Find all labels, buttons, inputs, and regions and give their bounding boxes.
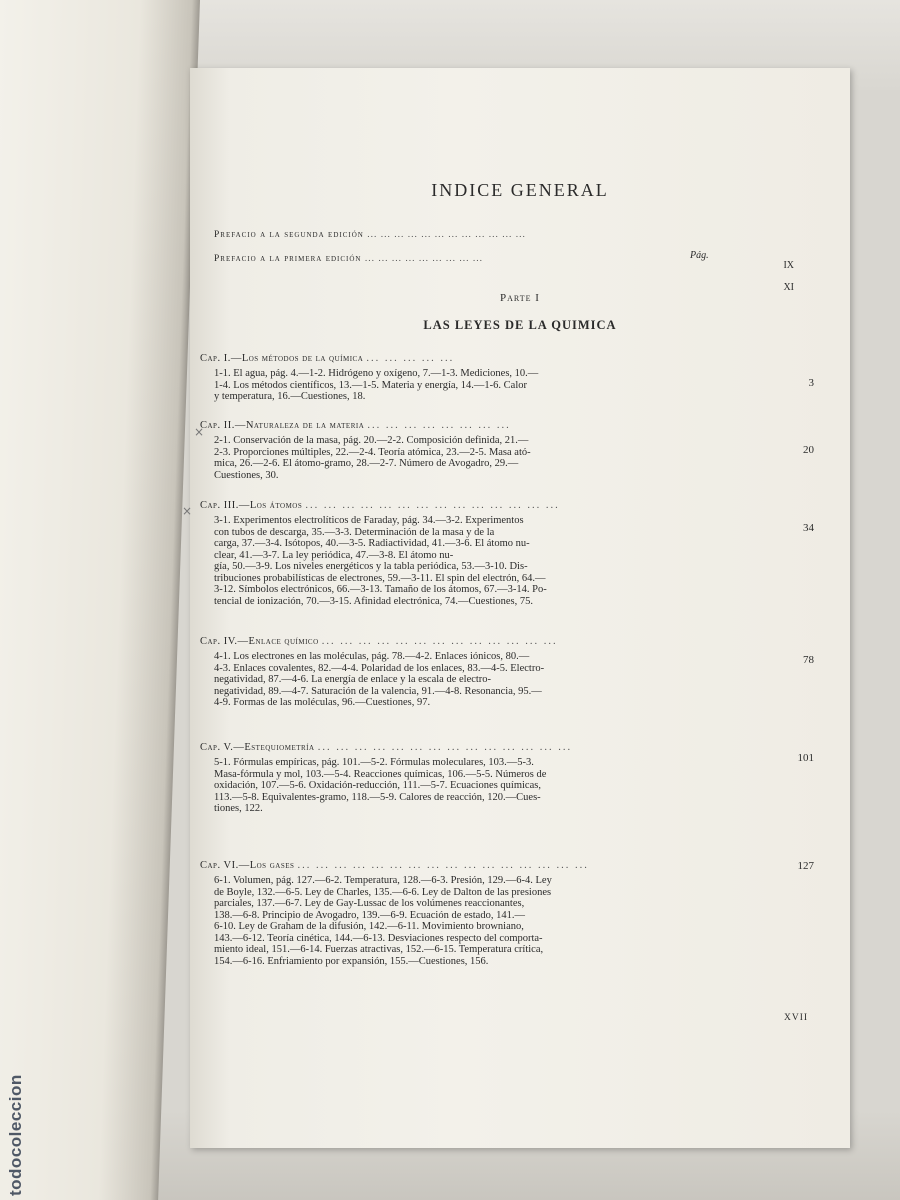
- chapter-heading: [200, 742, 800, 757]
- chapter-page-number: 34: [803, 522, 814, 534]
- chapter-contents: 3-1. Experimentos electrolíticos de Faraday, pág. 34.—3-2. Experimentos con tubos de descarga, 35.—3-3. Determinación de la masa y de la carga, 37.—3-4. Isótopos, 40.—3-5. Radiactividad, 41.—3-6. El átomo nu- clear, 41.—3-7. La ley periódica, 47.—3-8. El átomo nu- gía, 50.—3-9. Los niveles energéticos y la tabla periódica, 53.—3-10. Dis- tribuciones probabilísticas de electrones, 59.—3-11. El spin del electrón, 64.— 3-12. Símbolos electrónicos, 66.—3-13. Tamaño de los átomos, 67.—3-14. Po- tencial de ionización, 70.—3-15. Afinidad electrónica, 74.—Cuestiones, 75.: [214, 515, 547, 607]
- leader-dots: ... ... ... ... ... ... ... ... ... ... ... ...: [367, 230, 526, 240]
- chapter-contents: 4-1. Los electrones en las moléculas, pág. 78.—4-2. Enlaces iónicos, 80.— 4-3. Enlaces covalentes, 82.—4-4. Polaridad de los enlaces, 83.—4-5. Electro- negatividad, 87.—4-6. La energía de enlace y la escala de electro- negatividad, 89.—4-7. Saturación de la valencia, 91.—4-8. Resonancia, 95.— 4-9. Formas de las moléculas, 96.—Cuestiones, 97.: [214, 651, 545, 708]
- preface-label: Prefacio a la primera edición: [214, 254, 362, 264]
- leader-dots: ... ... ... ... ... ... ... ...: [367, 420, 511, 431]
- chapter-entry: [200, 742, 814, 815]
- chapter-page-number: 3: [808, 377, 814, 389]
- chapter-contents: 5-1. Fórmulas empíricas, pág. 101.—5-2. Fórmulas moleculares, 103.—5-3. Masa-fórmula y mol, 103.—5-4. Reacciones químicas, 106.—5-5. Números de oxidación, 107.—5-6. Oxidación-reducción, 111.—5-7. Ecuaciones químicas, 113.—5-8. Equivalentes-gramo, 118.—5-9. Calores de reacción, 120.—Cues- tiones, 122.: [214, 757, 547, 814]
- chapter-contents: 1-1. El agua, pág. 4.—1-2. Hidrógeno y oxígeno, 7.—1-3. Mediciones, 10.— 1-4. Los métodos científicos, 13.—1-5. Materia y energía, 14.—1-6. Calor y temperatura, 16.—Cuestiones, 18.: [214, 368, 539, 402]
- chapter-heading: [200, 860, 800, 875]
- chapter-page-number: 20: [803, 444, 814, 456]
- leader-dots: ... ... ... ... ... ... ... ... ... ... ... ... ... ...: [305, 500, 560, 511]
- leader-dots: ... ... ... ... ... ... ... ... ...: [364, 254, 483, 264]
- chapter-title: Cap. IV.—Enlace químico: [200, 636, 319, 647]
- chapter-entry: [200, 860, 814, 967]
- page-column-label: Pág.: [690, 250, 709, 261]
- leader-dots: ... ... ... ... ...: [366, 353, 455, 364]
- leader-dots: ... ... ... ... ... ... ... ... ... ... ... ... ... ... ... ...: [297, 860, 589, 871]
- chapter-contents: 2-1. Conservación de la masa, pág. 20.—2-2. Composición definida, 21.— 2-3. Proporciones múltiples, 22.—2-4. Teoría atómica, 23.—2-5. Masa ató- mica, 26.—2-6. El átomo-gramo, 28.—2-7. Número de Avogadro, 29.— Cuestiones, 30.: [214, 435, 531, 481]
- chapter-heading: [200, 420, 800, 435]
- preface-second-edition: [214, 230, 804, 246]
- leader-dots: ... ... ... ... ... ... ... ... ... ... ... ... ...: [321, 636, 558, 647]
- chapter-entry: [200, 636, 814, 709]
- leader-dots: ... ... ... ... ... ... ... ... ... ... ... ... ... ...: [317, 742, 573, 753]
- chapter-heading: [200, 353, 800, 368]
- part-title: LAS LEYES DE LA QUIMICA: [423, 318, 617, 332]
- chapter-entry: [200, 500, 814, 607]
- book-page: [182, 68, 850, 1148]
- page-title: INDICE GENERAL: [431, 180, 609, 200]
- chapter-heading: [200, 636, 800, 651]
- preface-page-number: IX: [783, 260, 794, 271]
- preface-label: Prefacio a la segunda edición: [214, 230, 364, 240]
- preface-first-edition: [214, 254, 804, 270]
- chapter-heading: [200, 500, 800, 515]
- chapter-page-number: 101: [797, 752, 814, 764]
- chapter-page-number: 78: [803, 654, 814, 666]
- chapter-title: Cap. I.—Los métodos de la química: [200, 353, 364, 364]
- chapter-contents: 6-1. Volumen, pág. 127.—6-2. Temperatura, 128.—6-3. Presión, 129.—6-4. Ley de Boyle, 132.—6-5. Ley de Charles, 135.—6-6. Ley de Dalton de las presiones parciales, 137.—6-7. Ley de Gay-Lussac de los volúmenes reaccionantes, 138.—6-8. Principio de Avogadro, 139.—6-9. Ecuación de estado, 141.— 6-10. Ley de Graham de la difusión, 142.—6-11. Movimiento browniano, 143.—6-12. Teoría cinética, 144.—6-13. Desviaciones respecto del comporta- miento ideal, 151.—6-14. Fuerzas atractivas, 152.—6-15. Temperatura crítica, 154.—6-16. Enfriamiento por expansión, 155.—Cuestiones, 156.: [214, 875, 552, 967]
- watermark-text: todocoleccion: [6, 1074, 25, 1196]
- chapter-title: Cap. III.—Los átomos: [200, 500, 303, 511]
- chapter-title: Cap. II.—Naturaleza de la materia: [200, 420, 365, 431]
- page-footer-number: XVII: [784, 1013, 809, 1023]
- chapter-page-number: 127: [797, 860, 814, 872]
- chapter-entry: [200, 353, 814, 403]
- pencil-mark-icon: ×: [194, 425, 205, 439]
- chapter-title: Cap. V.—Estequiometría: [200, 742, 315, 753]
- pencil-mark-icon: ×: [182, 504, 193, 518]
- chapter-title: Cap. VI.—Los gases: [200, 860, 295, 871]
- preface-page-number: XI: [783, 282, 794, 293]
- chapter-entry: [200, 420, 814, 481]
- part-label: Parte I: [500, 292, 540, 304]
